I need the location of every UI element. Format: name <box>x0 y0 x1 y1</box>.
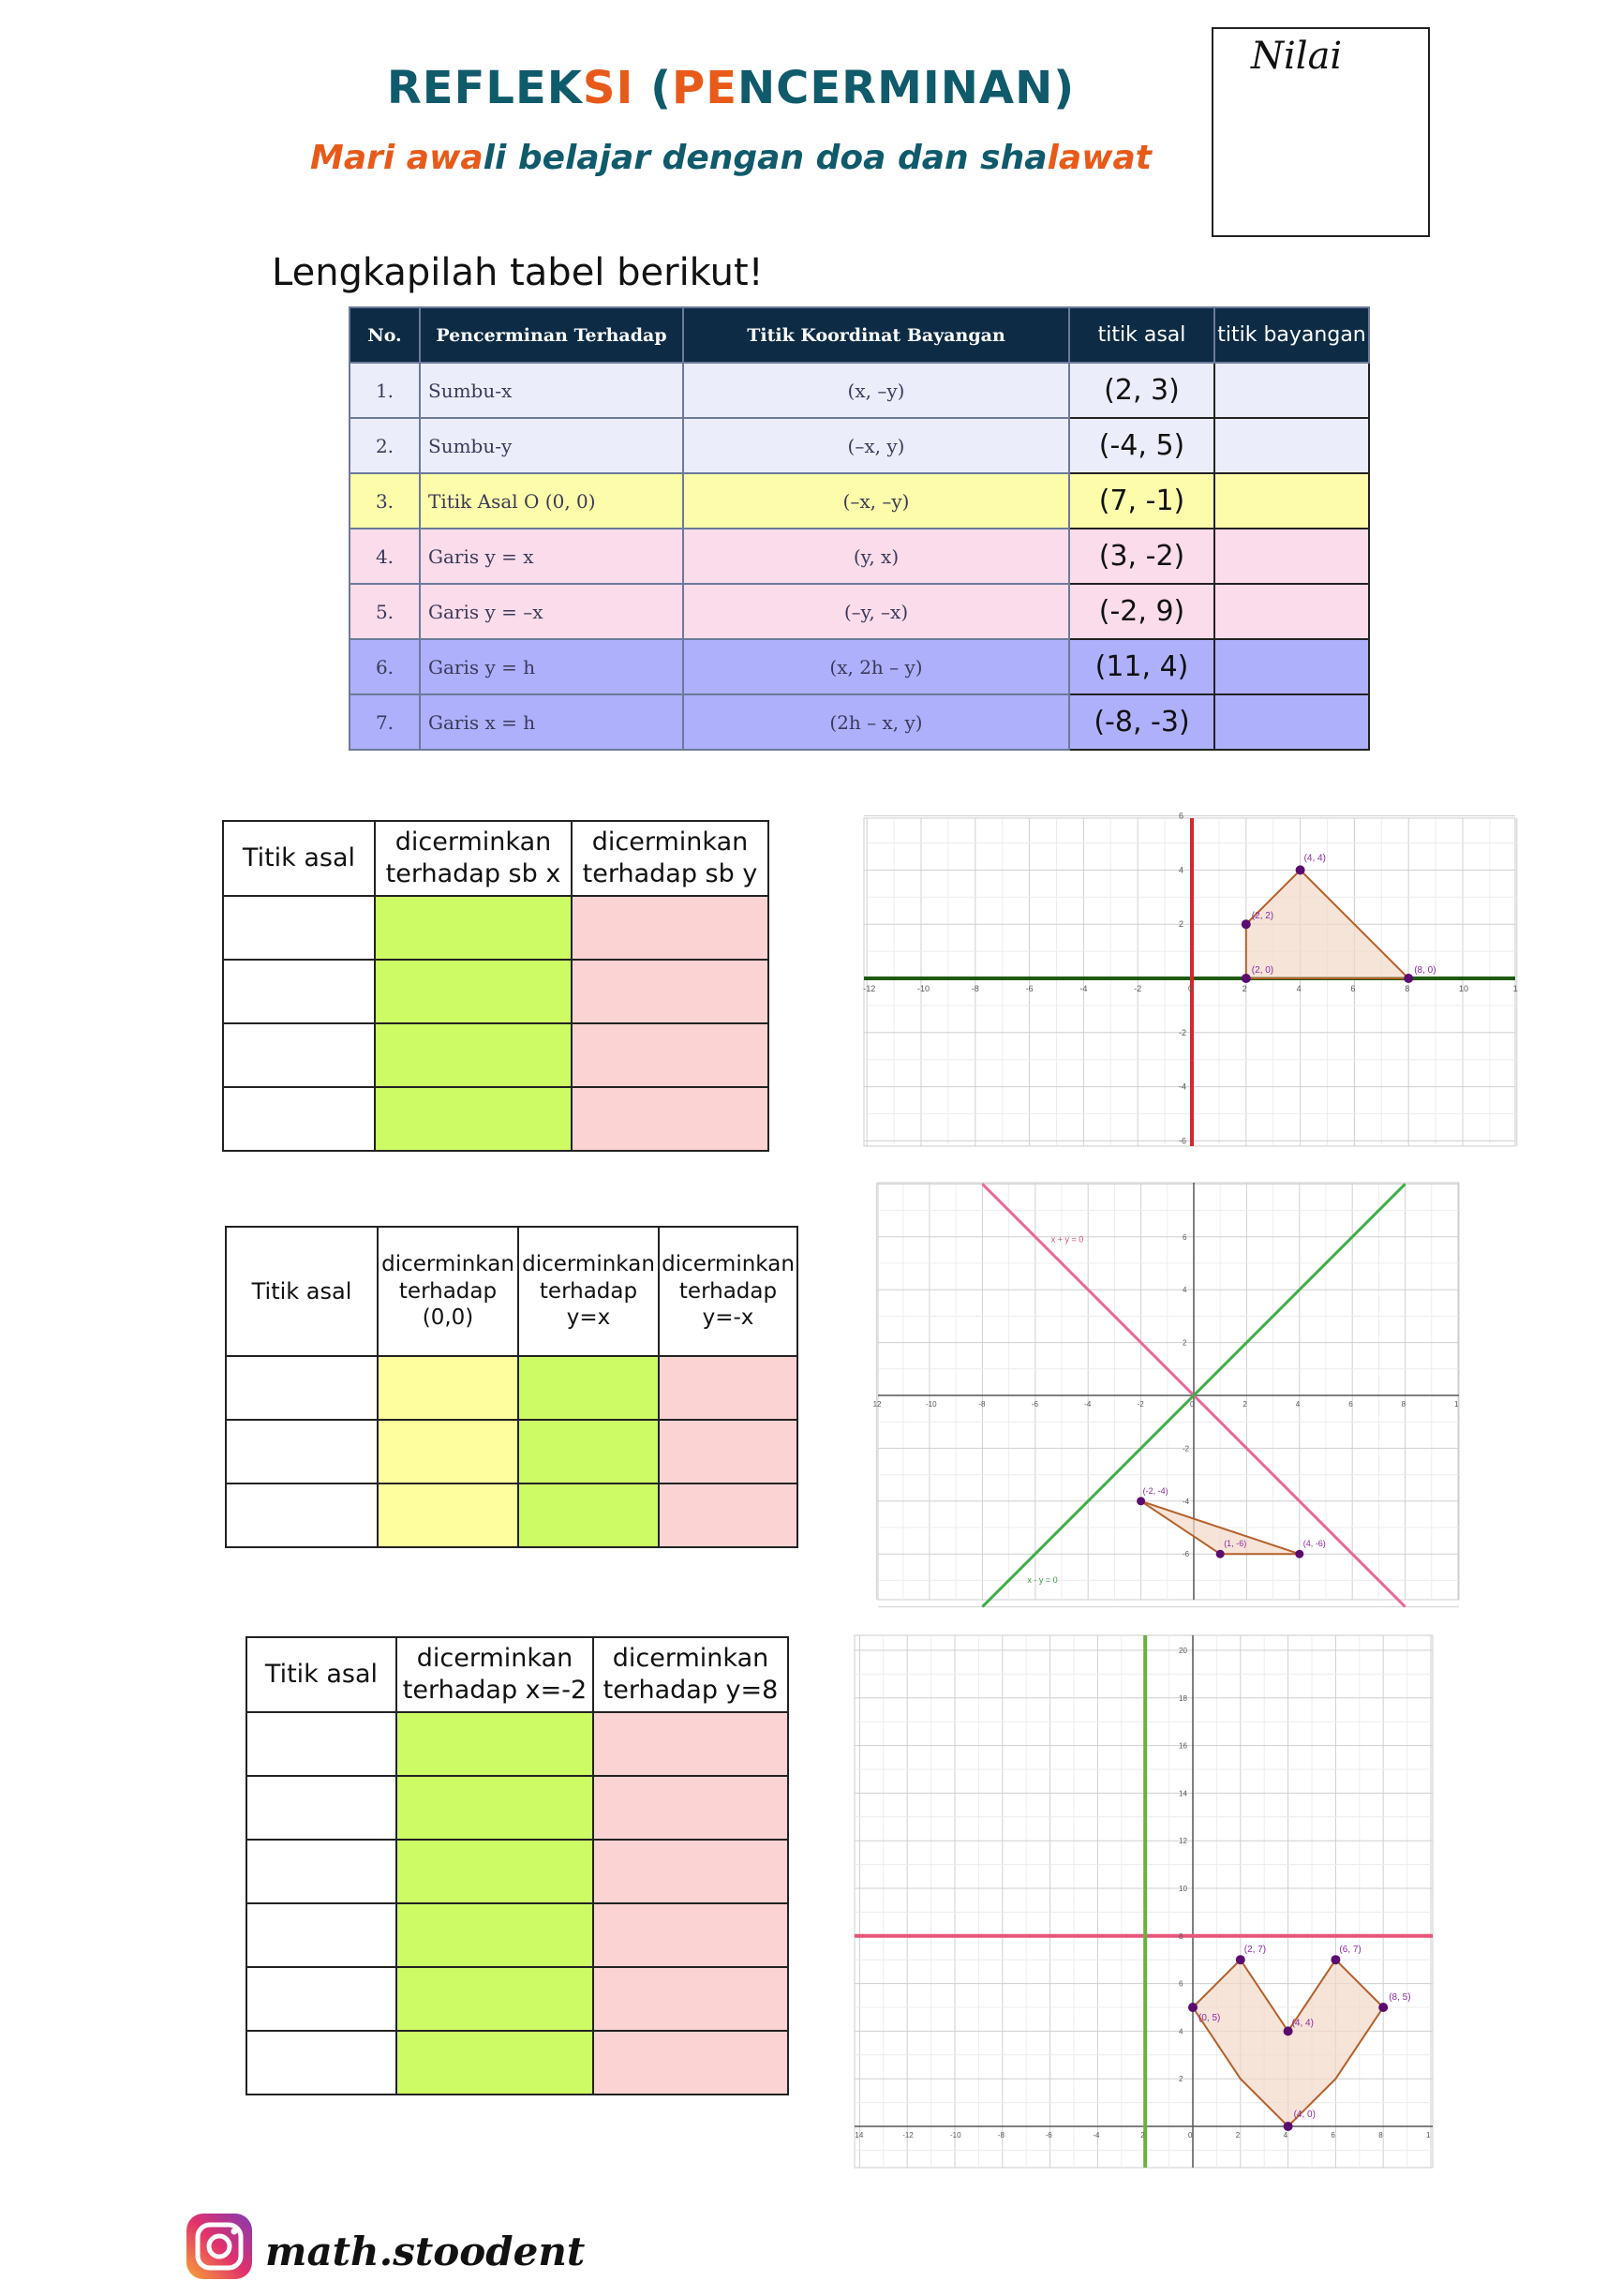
x-tick-label: 4 <box>1295 1400 1301 1409</box>
table-row <box>350 639 1369 694</box>
row-mirror: Garis x = h <box>420 694 683 750</box>
row-image-coord: (2h – x, y) <box>683 694 1069 750</box>
point-label: (2, 2) <box>1251 911 1274 922</box>
exercise3-col-origin: Titik asal <box>246 1637 396 1712</box>
point-label: (4, 4) <box>1303 853 1326 864</box>
answer-input-cell[interactable] <box>593 2031 788 2095</box>
y-tick-label: -4 <box>1179 1081 1187 1092</box>
y-tick-label: 10 <box>1179 1885 1187 1893</box>
answer-input-cell[interactable] <box>518 1356 659 1420</box>
row-mirror: Sumbu-y <box>420 418 683 473</box>
table-row <box>350 473 1369 529</box>
row-mirror: Garis y = h <box>420 639 683 694</box>
row-no: 4. <box>350 529 420 584</box>
y-tick-label: 12 <box>1179 1837 1187 1846</box>
point-label: (1, -6) <box>1224 1539 1247 1549</box>
subtitle-part: Mari <box>310 139 407 177</box>
x-tick-label: -4 <box>1079 984 1088 993</box>
reference-table-header <box>350 307 1369 363</box>
answer-input-cell[interactable] <box>375 1023 572 1087</box>
data-point <box>1296 865 1305 874</box>
data-point <box>1188 2003 1198 2012</box>
data-point <box>1242 974 1251 983</box>
y-tick-label: 14 <box>1179 1789 1187 1798</box>
instagram-icon <box>185 2212 254 2281</box>
x-tick-label: -6 <box>1025 984 1034 993</box>
exercise1-col-sbx: dicerminkan terhadap sb x <box>375 821 572 896</box>
col-answer: titik bayangan <box>1214 307 1369 363</box>
point-label: (6, 7) <box>1339 1945 1362 1956</box>
origin-input-cell[interactable] <box>246 1967 396 2031</box>
row-image-coord: (x, –y) <box>683 363 1069 418</box>
exercise1-col-sby: dicerminkan terhadap sb y <box>572 821 768 896</box>
x-tick-label: -8 <box>971 984 979 993</box>
footer-handle: math.stoodent <box>265 2229 586 2274</box>
y-tick-label: 4 <box>1179 2027 1183 2036</box>
col-image-coord: Titik Koordinat Bayangan <box>683 307 1069 363</box>
exercise2-graph <box>872 1183 1459 1600</box>
row-answer[interactable] <box>1214 639 1369 694</box>
exercise3-table <box>246 1636 789 2095</box>
x-tick-label: -8 <box>997 2131 1004 2139</box>
exercise1-table <box>222 820 769 1152</box>
exercise2-header <box>226 1227 797 1356</box>
data-point <box>1404 974 1413 983</box>
x-tick-label: 1 <box>1512 984 1518 993</box>
x-tick-label: -12 <box>902 2131 914 2139</box>
title-part: NCERMINAN) <box>737 62 1076 114</box>
origin-input-cell[interactable] <box>246 1903 396 1967</box>
col-no: No. <box>350 307 420 363</box>
table-row <box>246 2031 788 2095</box>
row-no: 5. <box>350 584 420 639</box>
row-mirror: Garis y = x <box>420 529 683 584</box>
origin-input-cell[interactable] <box>223 960 375 1023</box>
row-origin: (11, 4) <box>1069 639 1214 694</box>
table-row <box>350 529 1369 584</box>
row-no: 2. <box>350 418 420 473</box>
answer-input-cell[interactable] <box>572 896 768 960</box>
row-image-coord: (–x, y) <box>683 418 1069 473</box>
answer-input-cell[interactable] <box>378 1420 518 1483</box>
subtitle-part: awa <box>406 139 484 177</box>
y-tick-label: -2 <box>1183 1444 1190 1454</box>
row-no: 3. <box>350 473 420 529</box>
answer-input-cell[interactable] <box>572 1023 768 1087</box>
x-tick-label: 6 <box>1350 984 1356 993</box>
y-tick-label: 2 <box>1179 2075 1183 2084</box>
origin-input-cell[interactable] <box>226 1356 378 1420</box>
x-tick-label: 0 <box>1190 1400 1195 1409</box>
point-label: (2, 0) <box>1251 965 1274 976</box>
title-part: REFLEK <box>386 62 583 114</box>
instruction: Lengkapilah tabel berikut! <box>272 251 764 294</box>
x-tick-label: 10 <box>1459 984 1469 993</box>
x-tick-label: 2 <box>1235 2131 1241 2139</box>
answer-input-cell[interactable] <box>659 1483 797 1547</box>
y-tick-label: 4 <box>1183 1286 1187 1295</box>
answer-input-cell[interactable] <box>518 1420 659 1483</box>
answer-input-cell[interactable] <box>396 1712 593 1776</box>
point-label: (2, 7) <box>1243 1945 1267 1956</box>
subtitle-part: wat <box>1081 139 1152 177</box>
answer-input-cell[interactable] <box>518 1483 659 1547</box>
exercise3-graph <box>855 1635 1433 2168</box>
subtitle-part: la <box>1047 139 1082 177</box>
origin-input-cell[interactable] <box>226 1483 378 1547</box>
answer-input-cell[interactable] <box>593 1712 788 1776</box>
title-part: SI <box>582 62 634 114</box>
table-row <box>246 1840 788 1903</box>
exercise3-header <box>246 1637 788 1712</box>
x-tick-label: 6 <box>1331 2131 1335 2139</box>
data-point <box>1295 1550 1303 1558</box>
row-origin: (2, 3) <box>1069 363 1214 418</box>
row-origin: (3, -2) <box>1069 529 1214 584</box>
x-tick-label: -2 <box>1137 1400 1144 1409</box>
x-tick-label: 8 <box>1401 1400 1406 1409</box>
y-tick-label: -4 <box>1183 1497 1190 1506</box>
point-label: (4, 4) <box>1291 2018 1314 2029</box>
answer-input-cell[interactable] <box>378 1483 518 1547</box>
answer-input-cell[interactable] <box>396 2031 593 2095</box>
row-no: 1. <box>350 363 420 418</box>
table-row <box>226 1356 797 1420</box>
y-tick-label: 4 <box>1179 865 1184 875</box>
exercise2-table <box>225 1226 798 1548</box>
origin-input-cell[interactable] <box>246 1840 396 1903</box>
table-row <box>246 1967 788 2031</box>
data-point <box>1236 1955 1245 1964</box>
y-tick-label: 20 <box>1179 1647 1187 1655</box>
x-tick-label: 8 <box>1405 984 1410 993</box>
table-row <box>223 960 768 1023</box>
answer-input-cell[interactable] <box>396 1776 593 1840</box>
title-part: PE <box>672 62 737 114</box>
point-label: (0, 5) <box>1198 2013 1221 2023</box>
score-box[interactable] <box>1212 27 1430 237</box>
data-point <box>1378 2003 1388 2012</box>
row-no: 7. <box>350 694 420 750</box>
row-answer[interactable] <box>1214 584 1369 639</box>
x-tick-label: 6 <box>1348 1400 1353 1409</box>
answer-input-cell[interactable] <box>396 1967 593 2031</box>
y-tick-label: -6 <box>1183 1550 1190 1559</box>
y-tick-label: 6 <box>1179 811 1184 821</box>
data-point <box>1331 1955 1340 1964</box>
x-tick-label: 2 <box>1140 2131 1145 2139</box>
x-tick-label: -8 <box>978 1400 986 1409</box>
x-tick-label: 4 <box>1283 2131 1288 2139</box>
x-tick-label: -4 <box>1093 2131 1100 2139</box>
x-tick-label: 2 <box>1242 984 1247 993</box>
origin-input-cell[interactable] <box>223 1087 375 1151</box>
table-row <box>226 1420 797 1483</box>
y-tick-label: 16 <box>1179 1741 1187 1751</box>
answer-input-cell[interactable] <box>375 960 572 1023</box>
line2-label: x - y = 0 <box>1027 1575 1058 1586</box>
x-tick-label: -2 <box>1134 984 1142 993</box>
x-tick-label: -6 <box>1045 2131 1052 2139</box>
point-label: (4, -6) <box>1302 1539 1326 1549</box>
row-answer[interactable] <box>1214 694 1369 750</box>
table-row <box>350 363 1369 418</box>
table-row <box>246 1776 788 1840</box>
origin-input-cell[interactable] <box>246 2031 396 2095</box>
exercise3-col-y8: dicerminkan terhadap y=8 <box>593 1637 788 1712</box>
col-mirror: Pencerminan Terhadap <box>420 307 683 363</box>
exercise2-col-y-negx: dicerminkan terhadap y=-x <box>659 1227 797 1356</box>
origin-input-cell[interactable] <box>226 1420 378 1483</box>
x-tick-label: -10 <box>950 2131 961 2139</box>
x-tick-label: -12 <box>863 984 876 993</box>
point-label: (8, 5) <box>1389 1992 1411 2003</box>
x-tick-label: 14 <box>855 2131 864 2139</box>
answer-input-cell[interactable] <box>396 1840 593 1903</box>
table-row <box>246 1903 788 1967</box>
row-image-coord: (y, x) <box>683 529 1069 584</box>
data-point <box>1216 1550 1225 1558</box>
x-tick-label: 0 <box>1188 2131 1193 2139</box>
answer-input-cell[interactable] <box>375 1087 572 1151</box>
answer-input-cell[interactable] <box>593 1776 788 1840</box>
answer-input-cell[interactable] <box>572 960 768 1023</box>
graph-frame <box>878 1183 1459 1600</box>
answer-input-cell[interactable] <box>593 1967 788 2031</box>
table-row <box>226 1483 797 1547</box>
graph-frame <box>864 818 1515 1146</box>
table-row <box>223 896 768 960</box>
y-tick-label: 6 <box>1179 1979 1183 1989</box>
origin-input-cell[interactable] <box>223 896 375 960</box>
row-mirror: Garis y = –x <box>420 584 683 639</box>
x-tick-label: 1 <box>1454 1400 1459 1409</box>
answer-input-cell[interactable] <box>378 1356 518 1420</box>
x-tick-label: -10 <box>917 984 930 993</box>
row-mirror: Sumbu-x <box>420 363 683 418</box>
point-label: (8, 0) <box>1414 965 1436 976</box>
row-answer[interactable] <box>1214 363 1369 418</box>
table-row <box>223 1087 768 1151</box>
x-tick-label: -4 <box>1084 1400 1092 1409</box>
y-tick-label: 8 <box>1179 1931 1183 1941</box>
exercise1-col-origin: Titik asal <box>223 821 375 896</box>
table-row <box>350 694 1369 750</box>
x-tick-label: 4 <box>1296 984 1302 993</box>
x-tick-label: 12 <box>872 1400 882 1409</box>
row-origin: (-2, 9) <box>1069 584 1214 639</box>
row-origin: (-8, -3) <box>1069 694 1214 750</box>
exercise2-col-origin-point: dicerminkan terhadap (0,0) <box>378 1227 518 1356</box>
answer-input-cell[interactable] <box>593 1840 788 1903</box>
exercise1-graph <box>863 811 1518 1146</box>
reference-table <box>349 306 1370 751</box>
origin-input-cell[interactable] <box>223 1023 375 1087</box>
exercise2-col-origin: Titik asal <box>226 1227 378 1356</box>
y-tick-label: 18 <box>1179 1693 1187 1703</box>
row-image-coord: (x, 2h – y) <box>683 639 1069 694</box>
row-answer[interactable] <box>1214 473 1369 529</box>
data-point <box>1242 919 1251 929</box>
answer-input-cell[interactable] <box>375 896 572 960</box>
x-tick-label: 8 <box>1378 2131 1383 2139</box>
subtitle-part: li belajar dengan doa dan sha <box>483 139 1048 177</box>
answer-input-cell[interactable] <box>572 1087 768 1151</box>
row-image-coord: (–y, –x) <box>683 584 1069 639</box>
table-row <box>350 418 1369 473</box>
point-label: (4, 0) <box>1293 2110 1316 2120</box>
y-tick-label: 6 <box>1183 1232 1187 1242</box>
col-origin: titik asal <box>1069 307 1214 363</box>
x-tick-label: -6 <box>1031 1400 1038 1409</box>
table-row <box>246 1712 788 1776</box>
y-tick-label: 2 <box>1179 919 1184 930</box>
row-image-coord: (–x, –y) <box>683 473 1069 529</box>
x-tick-label: 1 <box>1426 2131 1431 2139</box>
line1-label: x + y = 0 <box>1050 1234 1084 1245</box>
y-tick-label: 2 <box>1183 1338 1187 1348</box>
answer-input-cell[interactable] <box>593 1903 788 1967</box>
y-tick-label: -6 <box>1179 1136 1187 1146</box>
answer-input-cell[interactable] <box>396 1903 593 1967</box>
title-part: ( <box>633 62 673 114</box>
answer-input-cell[interactable] <box>659 1356 797 1420</box>
exercise3-col-xneg2: dicerminkan terhadap x=-2 <box>396 1637 593 1712</box>
table-row <box>350 584 1369 639</box>
data-point <box>1284 2122 1293 2131</box>
x-tick-label: -10 <box>926 1400 937 1409</box>
point-label: (-2, -4) <box>1142 1485 1168 1496</box>
origin-input-cell[interactable] <box>246 1776 396 1840</box>
row-no: 6. <box>350 639 420 694</box>
score-label: Nilai <box>1251 35 1343 78</box>
row-mirror: Titik Asal O (0, 0) <box>420 473 683 529</box>
exercise2-col-yx: dicerminkan terhadap y=x <box>518 1227 659 1356</box>
x-tick-label: 2 <box>1243 1400 1247 1409</box>
x-tick-label: 0 <box>1188 984 1194 993</box>
answer-input-cell[interactable] <box>659 1420 797 1483</box>
y-tick-label: -2 <box>1179 1027 1187 1037</box>
row-origin: (-4, 5) <box>1069 418 1214 473</box>
data-point <box>1137 1497 1145 1505</box>
table-row <box>223 1023 768 1087</box>
origin-input-cell[interactable] <box>246 1712 396 1776</box>
row-answer[interactable] <box>1214 418 1369 473</box>
exercise1-header <box>223 821 768 896</box>
row-answer[interactable] <box>1214 529 1369 584</box>
row-origin: (7, -1) <box>1069 473 1214 529</box>
